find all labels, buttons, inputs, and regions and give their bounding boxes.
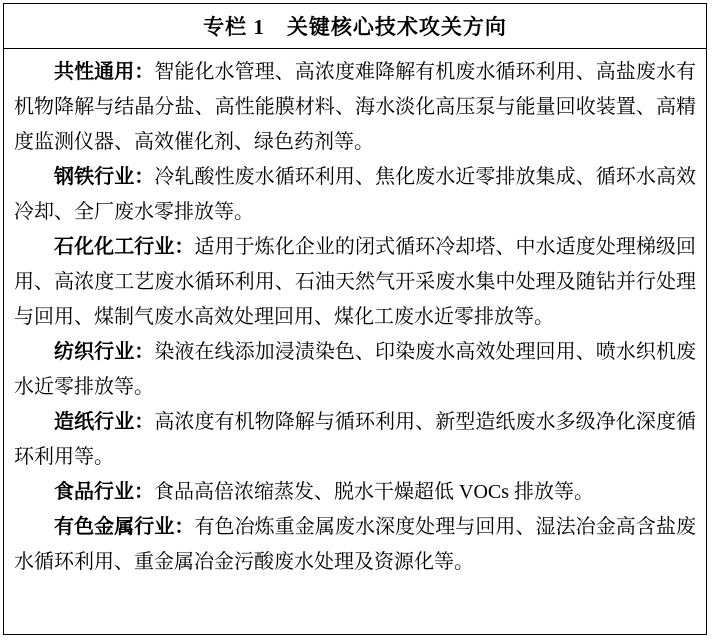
panel-title: 专栏 1 关键核心技术攻关方向 bbox=[4, 4, 706, 49]
section-label: 有色金属行业： bbox=[54, 516, 195, 538]
section-text: 有色冶炼重金属废水深度处理与回用、湿法冶金高含盐废水循环利用、重金属冶金污酸废水处理及资源化等。 bbox=[14, 516, 697, 573]
section-petrochemical bbox=[14, 230, 696, 335]
section-text: 冷轧酸性废水循环利用、焦化废水近零排放集成、循环水高效冷却、全厂废水零排放等。 bbox=[14, 166, 697, 223]
section-food bbox=[14, 475, 696, 510]
section-common bbox=[14, 55, 696, 160]
callout-box bbox=[3, 3, 707, 635]
section-label: 石化化工行业： bbox=[54, 236, 195, 258]
section-label: 纺织行业： bbox=[54, 341, 155, 363]
panel-body bbox=[4, 49, 706, 580]
section-text: 智能化水管理、高浓度难降解有机废水循环利用、高盐废水有机物降解与结晶分盐、高性能膜材料、海水淡化高压泵与能量回收装置、高精度监测仪器、高效催化剂、绿色药剂等。 bbox=[14, 61, 697, 153]
section-textile bbox=[14, 335, 696, 405]
section-label: 共性通用： bbox=[54, 61, 155, 83]
section-label: 食品行业： bbox=[54, 481, 154, 503]
section-label: 钢铁行业： bbox=[54, 166, 155, 188]
section-text: 高浓度有机物降解与循环利用、新型造纸废水多级净化深度循环利用等。 bbox=[14, 411, 697, 468]
section-text: 染液在线添加浸渍染色、印染废水高效处理回用、喷水织机废水近零排放等。 bbox=[14, 341, 697, 398]
section-steel bbox=[14, 160, 696, 230]
section-text: 食品高倍浓缩蒸发、脱水干燥超低 VOCs 排放等。 bbox=[154, 481, 595, 503]
section-paper bbox=[14, 405, 696, 475]
section-nonferrous bbox=[14, 510, 696, 580]
section-label: 造纸行业： bbox=[54, 411, 155, 433]
section-text: 适用于炼化企业的闭式循环冷却塔、中水适度处理梯级回用、高浓度工艺废水循环利用、石油天然气开采废水集中处理及随钻并行处理与回用、煤制气废水高效处理回用、煤化工废水近零排放等。 bbox=[14, 236, 697, 328]
